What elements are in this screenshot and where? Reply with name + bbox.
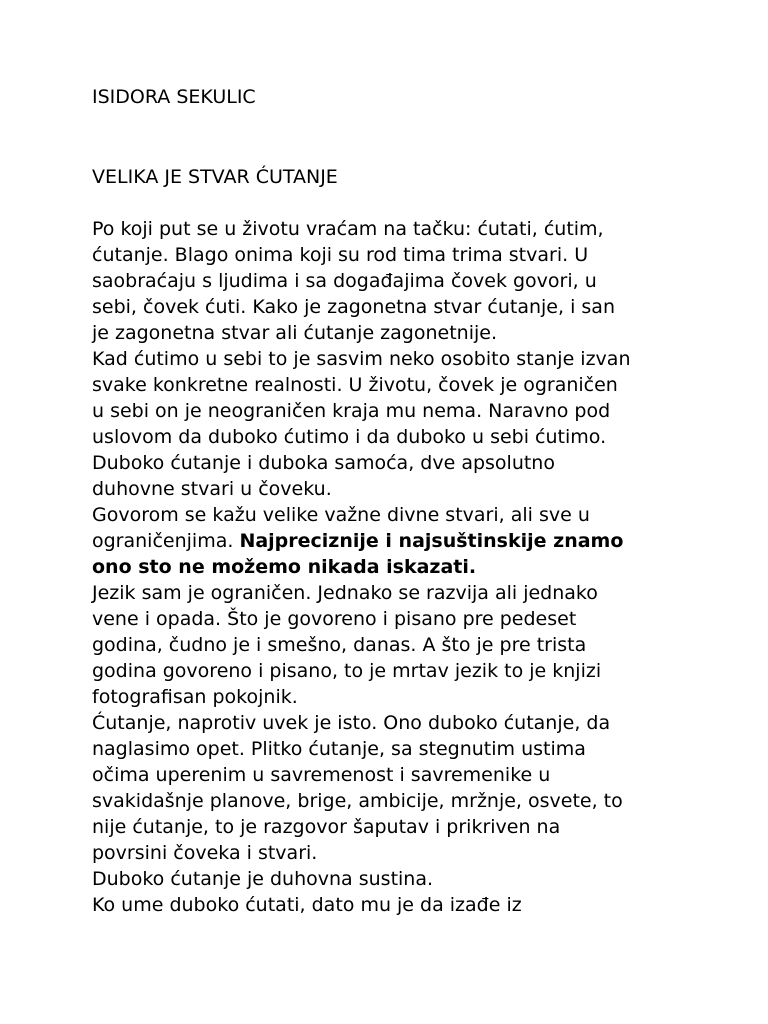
bold-emphasis: Najpreciznije i najsuštinskije znamo [239, 530, 624, 552]
text-line: očima uperenim u savremenost i savremenike u [92, 764, 551, 786]
text-line: fotografisan pokojnik. [92, 686, 298, 708]
text-line: Duboko ćutanje je duhovna sustina. [92, 868, 434, 890]
text-line: Ćutanje, naprotiv uvek je isto. Ono duboko ćutanje, da [92, 712, 611, 734]
text-line: uslovom da duboko ćutimo i da duboko u sebi ćutimo. [92, 426, 607, 448]
text-line: Kad ćutimo u sebi to je sasvim neko osobito stanje izvan [92, 348, 631, 370]
text-line: Duboko ćutanje i duboka samoća, dve apsolutno [92, 452, 555, 474]
text-line: ćutanje. Blago onima koji su rod tima trima stvari. U [92, 244, 589, 266]
text-line: duhovne stvari u čoveku. [92, 478, 332, 500]
text-line: svake konkretne realnosti. U životu, čovek je ograničen [92, 374, 618, 396]
text-line: Po koji put se u životu vraćam na tačku: ćutati, ćutim, [92, 218, 604, 240]
text-line: godina, čudno je i smešno, danas. A što je pre trista [92, 634, 587, 656]
text-line: vene i opada. Što je govoreno i pisano pre pedeset [92, 608, 577, 630]
text-line-mixed [92, 528, 752, 554]
document-title: VELIKA JE STVAR ĆUTANJE [92, 166, 338, 188]
document-page [92, 84, 752, 918]
text-line: naglasimo opet. Plitko ćutanje, sa stegnutim ustima [92, 738, 586, 760]
text-line: Ko ume duboko ćutati, dato mu je da izađe iz [92, 894, 522, 916]
text-line: povrsini čoveka i stvari. [92, 842, 318, 864]
text-line: je zagonetna stvar ali ćutanje zagonetnije. [92, 322, 497, 344]
text-line: nije ćutanje, to je razgovor šaputav i prikriven na [92, 816, 561, 838]
text-fragment: ograničenjima. [92, 530, 240, 552]
text-line: Govorom se kažu velike važne divne stvari, ali sve u [92, 504, 590, 526]
bold-emphasis-line: ono sto ne možemo nikada iskazati. [92, 556, 477, 578]
text-line: saobraćaju s ljudima i sa događajima čovek govori, u [92, 270, 597, 292]
text-line: godina govoreno i pisano, to je mrtav jezik to je knjizi [92, 660, 602, 682]
text-line: u sebi on je neograničen kraja mu nema. Naravno pod [92, 400, 611, 422]
document-body [92, 216, 752, 918]
author-name: ISIDORA SEKULIC [92, 86, 256, 108]
text-line: svakidašnje planove, brige, ambicije, mržnje, osvete, to [92, 790, 623, 812]
text-line: Jezik sam je ograničen. Jednako se razvija ali jednako [92, 582, 598, 604]
text-line: sebi, čovek ćuti. Kako je zagonetna stvar ćutanje, i san [92, 296, 615, 318]
